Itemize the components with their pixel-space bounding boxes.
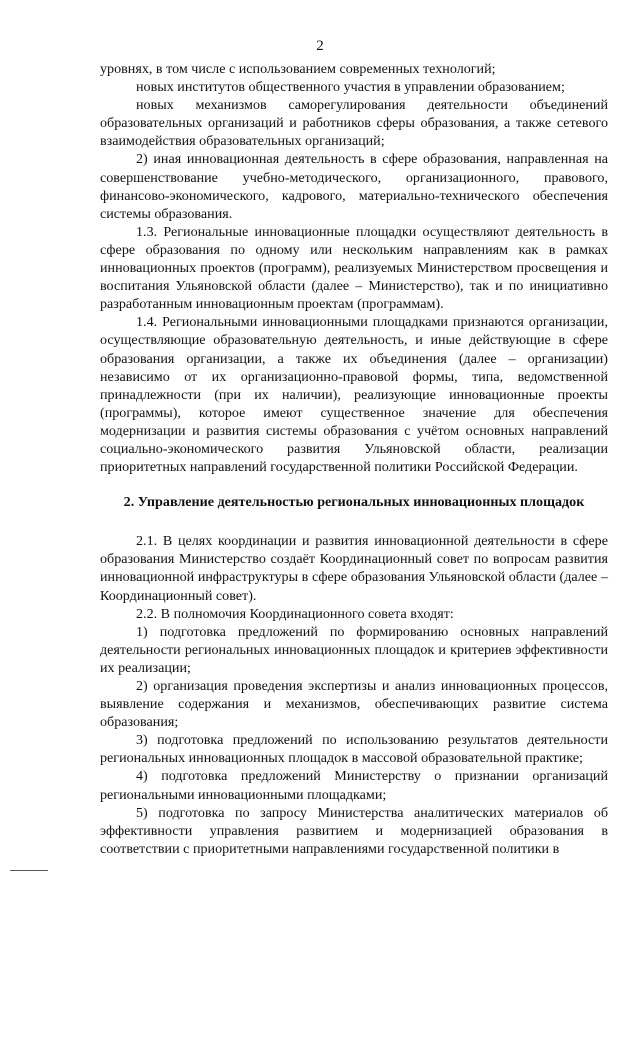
paragraph: 2.2. В полномочия Координационного совета входят: [136, 605, 454, 622]
paragraph: 2.1. В целях координации и развития инновационной деятельности в сфере образования Министерство создаёт Координационный совет по вопросам развития инновационной инфраструктуры в сфере образования Ульяновской области (далее – Координационный совет). [100, 533, 608, 604]
paragraph: 4) подготовка предложений Министерству о признании организаций региональными инновационными площадками; [100, 768, 608, 803]
paragraph: 2) иная инновационная деятельность в сфере образования, направленная на совершенствование учебно-методического, организационного, правового, финансово-экономического, кадрового, материально-технического обеспечения системы образования. [100, 151, 608, 222]
document-body [100, 60, 608, 858]
paragraph: новых механизмов саморегулирования деятельности объединений образовательных организаций и работников сферы образования, а также сетевого взаимодействия образовательных организаций; [100, 97, 608, 150]
footnote-divider [10, 870, 48, 871]
paragraph: уровнях, в том числе с использованием современных технологий; [100, 61, 496, 77]
paragraph: 1.3. Региональные инновационные площадки осуществляют деятельность в сфере образования по одному или нескольким направлениям как в рамках инновационных проектов (программ), реализуемых Министерством просвещения и воспитания Ульяновской области (далее – Министерство), так и по инициативно разработанным инновационным проектам (программам). [100, 223, 608, 313]
paragraph: 1) подготовка предложений по формированию основных направлений деятельности региональных инновационных площадок и критериев эффективности их реализации; [100, 623, 608, 676]
paragraph: 5) подготовка по запросу Министерства аналитических материалов об эффективности управления развитием и модернизацией образования в соответствии с приоритетными направлениями государственной политики в [100, 804, 608, 857]
page-number: 2 [316, 38, 324, 54]
section-heading: 2. Управление деятельностью региональных инновационных площадок [123, 494, 585, 511]
paragraph: 3) подготовка предложений по использованию результатов деятельности региональных инновационных площадок в массовой образовательной практике; [100, 732, 608, 767]
paragraph: 1.4. Региональными инновационными площадками признаются организации, осуществляющие образовательную деятельность, и иные действующие в сфере образования организации, а также их объединения (далее – организации) независимо от их организационно-правовой формы, типа, ведомственной принадлежности (при их наличии), реализующие инновационные проекты (программы), которое имеют существенное значение для обеспечения модернизации и развития системы образования с учётом основных направлений социально-экономического развития Ульяновской области, реализации приоритетных направлений государственной политики Российской Федерации. [100, 314, 608, 476]
paragraph: 2) организация проведения экспертизы и анализ инновационных процессов, выявление содержания и механизмов, обеспечивающих развитие система образования; [100, 678, 608, 731]
paragraph: новых институтов общественного участия в управлении образованием; [136, 79, 565, 96]
